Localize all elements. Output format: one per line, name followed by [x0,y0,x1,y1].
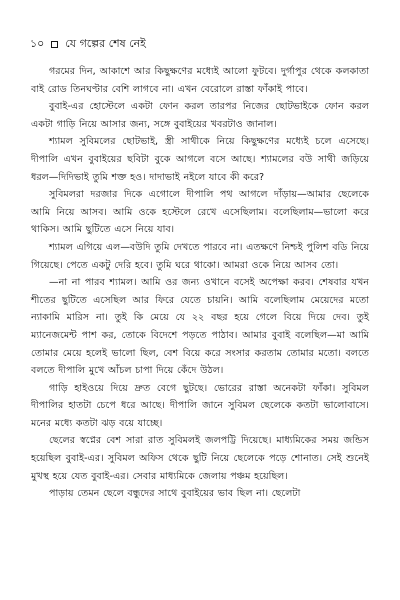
paragraph: সুবিমলরা দরজার দিকে এগোলে দীপালি পথ আগলে দাঁড়ায়—আমার ছেলেকে আমি নিয়ে আসব। আমি ওকে হস্টেলে রেখে এসেছিলাম। বলেছিলাম—ভালো করে থাকিস। আমি ছুটিতে এসে নিয়ে যাব। [31,189,369,236]
page-number: ১০ [30,37,45,50]
page-header [30,36,146,52]
paragraph: শ্যামল সুবিমলের ছোটভাই, স্ত্রী সাথীকে নিয়ে কিছুক্ষণের মধ্যেই চলে এসেছে। দীপালি এখন বুবাইয়ের ছবিটা বুকে আগলে বসে আছে। শ্যামলের বউ সাথী জড়িয়ে ধরল—দিদিভাই তুমি শক্ত হও। দাদাভাই নইলে যাবে কী করে? [31,136,369,183]
separator-box-icon [51,41,58,48]
paragraph: গাড়ি হাইওয়ে দিয়ে দ্রুত বেগে ছুটছে। ভোরের রাস্তা অনেকটা ফাঁকা। সুবিমল দীপালির হাতটা চেপে ধরে আছে। দীপালি জানে সুবিমল ছেলেকে কতটা ভালোবাসে। মনের মধ্যে কতটা ঝড় বয়ে যাচ্ছে। [31,382,369,429]
paragraph: বুবাই-এর হোস্টেলে একটা ফোন করল তারপর নিজের ছোটভাইকে ফোন করল একটা গাড়ি নিয়ে আসার জন্য, সঙ্গে বুবাইয়ের খবরটাও জানাল। [31,101,369,130]
paragraph: পাড়ায় তেমন ছেলে বন্ধুদের সাথে বুবাইয়ের ভাব ছিল না। ছেলেটা [49,488,301,500]
paragraph: ছেলের স্বপ্নের বেশ সারা রাত সুবিমলই জলপট্টি দিয়েছে। মাধ্যমিকের সময় জন্ডিস হয়েছিল বুবাই-এর। সুবিমল অফিস থেকে ছুটি নিয়ে ছেলেকে পড়ে শোনাত। সেই শুনেই মুখস্থ হয়ে যেত বুবাই-এর। সেবার মাধ্যমিকে জেলায় পঞ্চম হয়েছিল। [31,435,369,482]
paragraph: শ্যামল এগিয়ে এল—বউদি তুমি দেখতে পারবে না। এতক্ষণে নিশ্চই পুলিশ বডি নিয়ে গিয়েছে। পেতে একটু দেরি হবে। তুমি ঘরে থাকো। আমরা ওকে নিয়ে আসব তো। [31,241,369,271]
book-title: যে গল্পের শেষ নেই [65,37,146,50]
paragraph: গরমের দিন, আকাশে আর কিছুক্ষণের মধ্যেই আলো ফুটবে। দুর্গাপুর থেকে কলকাতা বাই রোড তিনঘণ্টার বেশি লাগবে না। এখন বেরোলে রাস্তা ফাঁকাই পাবে। [31,66,369,95]
paragraph: —না না পারব শ্যামল। আমি ওর জন্য ওখানে বসেই অপেক্ষা করব। শেষবার যখন শীতের ছুটিতে এসেছিল আর ফিরে যেতে চায়নি। আমি বলেছিলাম মেয়েদের মতো ন্যাকামি মারিস না। তুই কি মেয়ে যে ২২ বছর হয়ে গেলে বিয়ে দিয়ে দেব। তুই ম্যানেজমেন্ট পাশ কর, তোকে বিদেশে পড়তে পাঠাব। আমার বুবাই বলেছিল—মা আমি তোমার মেয়ে হলেই ভালো ছিল, বেশ বিয়ে করে সংসার করতাম তোমার মতো। বলতে বলতে দীপালি মুখে আঁচল চাপা দিয়ে কেঁদে উঠল। [31,277,369,377]
body-text [31,63,369,503]
